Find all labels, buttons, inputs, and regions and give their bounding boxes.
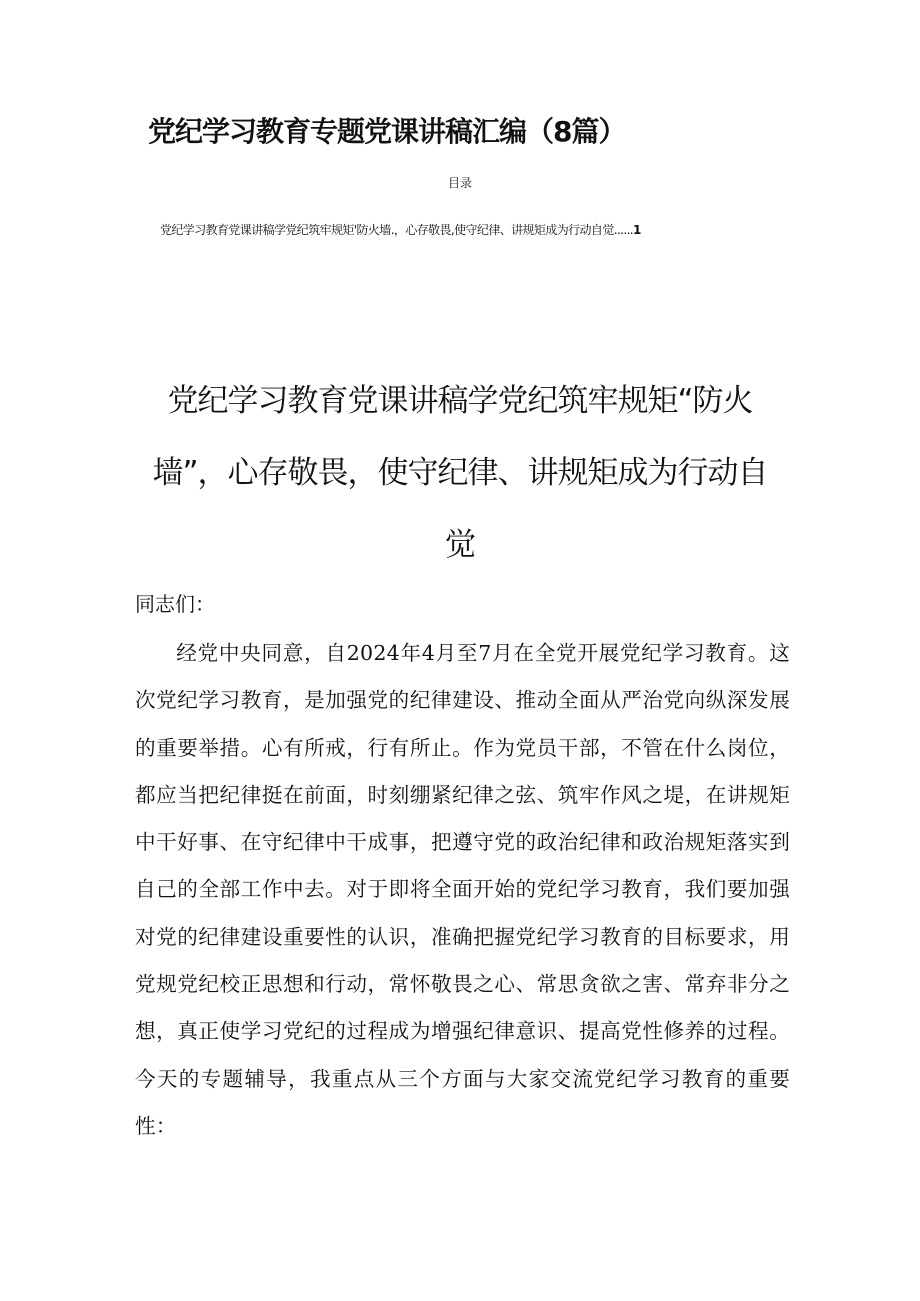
toc-entry[interactable] [160,221,760,239]
body-paragraph: 经党中央同意，自2024年4月至7月在全党开展党纪学习教育。这次党纪学习教育，是加强党的纪律建设、推动全面从严治党向纵深发展的重要举措。心有所戒，行有所止。作为党员干部，不管在什么岗位，都应当把纪律挺在前面，时刻绷紧纪律之弦、筑牢作风之堤，在讲规矩中干好事、在守纪律中干成事，把遵守党的政治纪律和政治规矩落实到自己的全部工作中去。对于即将全面开始的党纪学习教育，我们要加强对党的纪律建设重要性的认识，准确把握党纪学习教育的目标要求，用党规党纪校正思想和行动，常怀敬畏之心、常思贪欲之害、常弃非分之想，真正使学习党纪的过程成为增强纪律意识、提高党性修养的过程。今天的专题辅导，我重点从三个方面与大家交流党纪学习教育的重要性： [135,641,790,1138]
toc-entry-text: 党纪学习教育党课讲稿学党纪筑牢规矩'防火墙.，心存敬畏,使守纪律、讲规矩成为行动自觉...... [160,223,634,237]
section-title: 党纪学习教育党课讲稿学党纪筑牢规矩“防火墙”，心存敬畏，使守纪律、讲规矩成为行动自觉 [152,383,768,563]
toc-entry-page-number: 1 [633,223,642,237]
toc-heading: 目录 [447,176,472,190]
document-title: 党纪学习教育专题党课讲稿汇编（8篇） [148,115,626,148]
salutation: 同志们： [135,592,215,616]
